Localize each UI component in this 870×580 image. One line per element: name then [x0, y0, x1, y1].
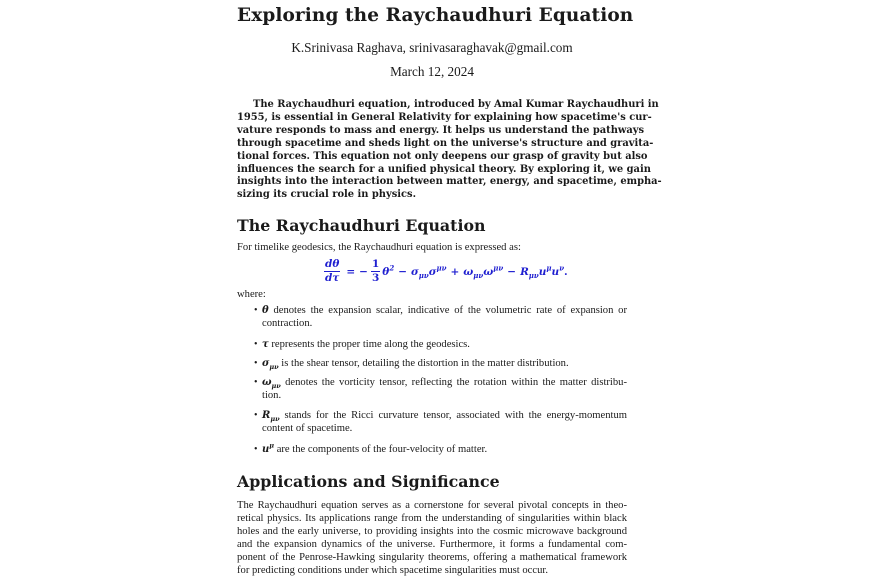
omega-glyph: ω: [262, 377, 272, 388]
paragraph-line: ponent of the Penrose-Hawking singularity theorems, offering a mathematical framework: [237, 551, 627, 563]
ricci-symbol: [262, 410, 280, 421]
omega-subscript: μν: [473, 270, 484, 280]
list-item-line: [262, 377, 627, 390]
bullet-icon: •: [254, 305, 258, 316]
coefficient-fraction: [371, 259, 380, 284]
sigma-subscript: μν: [418, 270, 429, 280]
omega-subscript: μν: [271, 382, 281, 390]
tau-symbol: τ: [262, 339, 269, 350]
abstract-line: through spacetime and sheds light on the universe's structure and gravita-: [237, 137, 654, 149]
ricci-subscript: μν: [270, 415, 280, 423]
equation-intro-text: For timelike geodesics, the Raychaudhuri equation is expressed as:: [237, 242, 521, 253]
list-item-content: [262, 305, 627, 331]
bullet-icon: •: [254, 377, 258, 388]
bullet-icon: •: [254, 339, 258, 350]
minus-sign: −: [507, 265, 517, 278]
vorticity-term: [463, 263, 504, 280]
sigma-symbol: σ: [428, 265, 437, 278]
theta-symbol: θ: [262, 305, 269, 316]
sigma-symbol: [262, 358, 279, 369]
abstract-line: tional forces. This equation not only deepens our grasp of gravity but also: [237, 150, 648, 162]
list-item-line: contraction.: [262, 317, 313, 329]
equals-sign: =: [346, 265, 356, 278]
list-item-line: content of spacetime.: [262, 422, 353, 434]
minus-sign: −: [398, 265, 407, 278]
theta-symbol: θ: [382, 265, 390, 278]
list-item-content: [262, 377, 627, 403]
lhs-fraction: [324, 259, 340, 284]
raychaudhuri-equation: [322, 259, 568, 284]
u-superscript: μ: [269, 441, 275, 450]
list-item-content: [262, 339, 627, 352]
list-item-line: [262, 441, 627, 457]
lhs-denominator: dτ: [324, 272, 340, 284]
list-item-line: [262, 305, 627, 318]
theta-exponent: 2: [389, 263, 395, 272]
list-item-text: denotes the expansion scalar, indicative of the volumetric rate of expansion or: [268, 305, 627, 316]
paragraph-line: retical physics. Its applications range from the understanding of singularities within black: [237, 512, 627, 524]
section-heading-applications: Applications and Significance: [237, 472, 500, 491]
sigma-subscript: μν: [269, 363, 279, 371]
omega-symbol: [262, 377, 281, 388]
u-glyph: u: [262, 444, 270, 455]
list-item-content: [262, 441, 627, 457]
u-superscript: ν: [559, 263, 565, 272]
list-item-line: [262, 339, 627, 352]
paragraph-line: and the expansion dynamics of the universe. Furthermore, it forms a fundamental com-: [237, 538, 627, 550]
list-item-line: [262, 358, 627, 371]
list-item-text: represents the proper time along the geodesics.: [268, 339, 470, 350]
list-item-line: [262, 410, 627, 423]
lhs-numerator: dθ: [325, 258, 340, 270]
list-item-line: tion.: [262, 389, 282, 401]
paragraph-line: for predicting conditions under which spacetime singularities must occur.: [237, 564, 548, 576]
abstract-line: The Raychaudhuri equation, introduced by Amal Kumar Raychaudhuri in: [253, 99, 659, 110]
document-title: Exploring the Raychaudhuri Equation: [237, 5, 634, 26]
author-line: K.Srinivasa Raghava, srinivasaraghavak@gmail.com: [291, 40, 573, 55]
sigma-glyph: σ: [262, 358, 270, 369]
u-symbol: u: [538, 265, 547, 278]
applications-paragraph: [237, 500, 627, 577]
omega-superscript: μν: [493, 263, 504, 272]
bullet-icon: •: [254, 444, 258, 455]
abstract-line: insights into the interaction between matter, energy, and spacetime, empha-: [237, 176, 662, 188]
abstract-line: 1955, is essential in General Relativity for explaining how spacetime's cur-: [237, 111, 652, 123]
abstract-line: sizing its crucial role in physics.: [237, 189, 417, 201]
ricci-subscript: μν: [528, 270, 539, 280]
paragraph-line: holes and the early universe, to providing insights into the cosmic microwave background: [237, 525, 627, 537]
list-item-text: are the components of the four-velocity of matter.: [274, 444, 488, 455]
u-symbol: u: [551, 265, 560, 278]
coefficient-denominator: 3: [371, 272, 380, 284]
abstract-line: vature responds to mass and energy. It helps us understand the pathways: [237, 124, 645, 136]
abstract: [237, 99, 662, 202]
bullet-icon: •: [254, 358, 258, 369]
u-superscript: μ: [546, 263, 552, 272]
document-date: March 12, 2024: [390, 64, 474, 79]
sigma-superscript: μν: [436, 263, 447, 272]
section-heading-raychaudhuri-equation: The Raychaudhuri Equation: [237, 216, 486, 235]
abstract-line: influences the search for a unified physical theory. By exploring it, we gain: [237, 163, 651, 175]
list-item-content: [262, 358, 627, 371]
bullet-icon: •: [254, 410, 258, 421]
omega-symbol: ω: [483, 265, 494, 278]
paragraph-line: The Raychaudhuri equation serves as a cornerstone for several pivotal concepts in theo-: [237, 500, 627, 511]
list-item-text: denotes the vorticity tensor, reflecting the rotation within the matter distribu-: [280, 377, 627, 388]
sigma-symbol: σ: [411, 265, 419, 278]
theta-term: [382, 263, 395, 278]
ricci-glyph: R: [262, 410, 271, 421]
omega-symbol: ω: [463, 265, 474, 278]
coefficient-numerator: 1: [371, 258, 380, 270]
list-item-text: stands for the Ricci curvature tensor, associated with the energy-momentum: [279, 410, 627, 421]
four-velocity-symbol: [262, 441, 275, 455]
list-item-text: is the shear tensor, detailing the distortion in the matter distribution.: [278, 358, 569, 369]
shear-term: [411, 263, 447, 280]
minus-sign: −: [359, 265, 368, 278]
ricci-term: [520, 263, 565, 280]
ricci-symbol: R: [520, 265, 529, 278]
where-label: where:: [237, 289, 266, 300]
equation-period: .: [564, 265, 568, 278]
list-item-content: [262, 410, 627, 436]
plus-sign: +: [450, 265, 460, 278]
